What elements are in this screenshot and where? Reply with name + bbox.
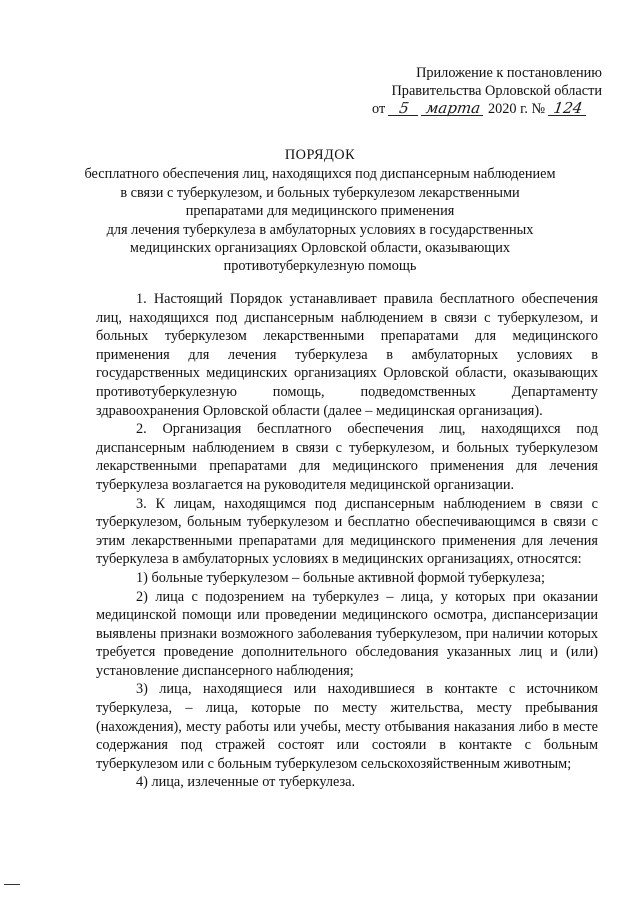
- annex-line-1: Приложение к постановлению: [416, 65, 602, 81]
- paragraph-1: 1. Настоящий Порядок устанавливает правила бесплатного обеспечения лиц, находящихся под диспансерным наблюдением в связи с туберкулезом, и больных туберкулезом лекарственными препаратами для медицинского применения для лечения туберкулеза в амбулаторных условиях в государственных медицинских организациях Орловской области, оказывающих противотуберкулезную помощь, подведомственных Департаменту здравоохранения Орловской области (далее – медицинская организация).: [96, 291, 598, 419]
- scan-margin-mark: [4, 884, 20, 885]
- list-item-4: 4) лица, излеченные от туберкулеза.: [136, 774, 356, 791]
- paragraph-2: 2. Организация бесплатного обеспечения лиц, находящихся под диспансерным наблюдением в связи с туберкулезом, и больных туберкулезом лекарственными препаратами для медицинского применения для лечения туберкулеза возлагается на руководителя медицинской организации.: [96, 421, 598, 493]
- title-line: в связи с туберкулезом, и больных туберкулезом лекарственными: [120, 184, 520, 201]
- handwritten-number: 124: [548, 101, 588, 116]
- annex-year-text: 2020 г. №: [487, 101, 546, 117]
- paragraph-3: 3. К лицам, находящимся под диспансерным наблюдением в связи с туберкулезом, больным туберкулезом и бесплатно обеспечивающимся в связи с этим лекарственными препаратами для медицинского применения для лечения туберкулеза в амбулаторных условиях в медицинских организациях, относятся:: [96, 495, 598, 568]
- annex-from-label: от: [372, 101, 386, 117]
- title-line: препаратами для медицинского применения: [185, 203, 455, 220]
- title-line: медицинских организациях Орловской области, оказывающих: [129, 240, 511, 257]
- title-line: противотуберкулезную помощь: [223, 258, 417, 275]
- title-heading: ПОРЯДОК: [284, 147, 356, 163]
- list-item-1: 1) больные туберкулезом – больные активной формой туберкулеза;: [136, 569, 545, 586]
- annex-line-2: Правительства Орловской области: [391, 83, 602, 99]
- handwritten-day: 5: [388, 101, 420, 116]
- list-item-3: 3) лица, находящиеся или находившиеся в контакте с источником туберкулеза, – лица, которые по месту жительства, месту пребывания (нахождения), месту работы или учебы, месту отбывания наказания либо в месте содержания под стражей состоят или состояли в контакте с больным туберкулезом или с больным туберкулезом сельскохозяйственным животным;: [96, 681, 598, 772]
- document-body: [96, 290, 598, 792]
- annex-date-line: [362, 100, 602, 118]
- list-item-2: 2) лица с подозрением на туберкулез – лица, у которых при оказании медицинской помощи или проведении медицинского осмотра, диспансеризации выявлены признаки возможного заболевания туберкулезом, при наличии которых требуется проведение дополнительного обследования указанных лиц и (или) установление диспансерного наблюдения;: [96, 588, 598, 679]
- title-line: бесплатного обеспечения лиц, находящихся под диспансерным наблюдением: [84, 166, 556, 183]
- handwritten-month: марта: [421, 101, 485, 116]
- annex-header: [362, 64, 602, 118]
- title-line: для лечения туберкулеза в амбулаторных условиях в государственных: [106, 221, 534, 238]
- document-title: [80, 146, 560, 276]
